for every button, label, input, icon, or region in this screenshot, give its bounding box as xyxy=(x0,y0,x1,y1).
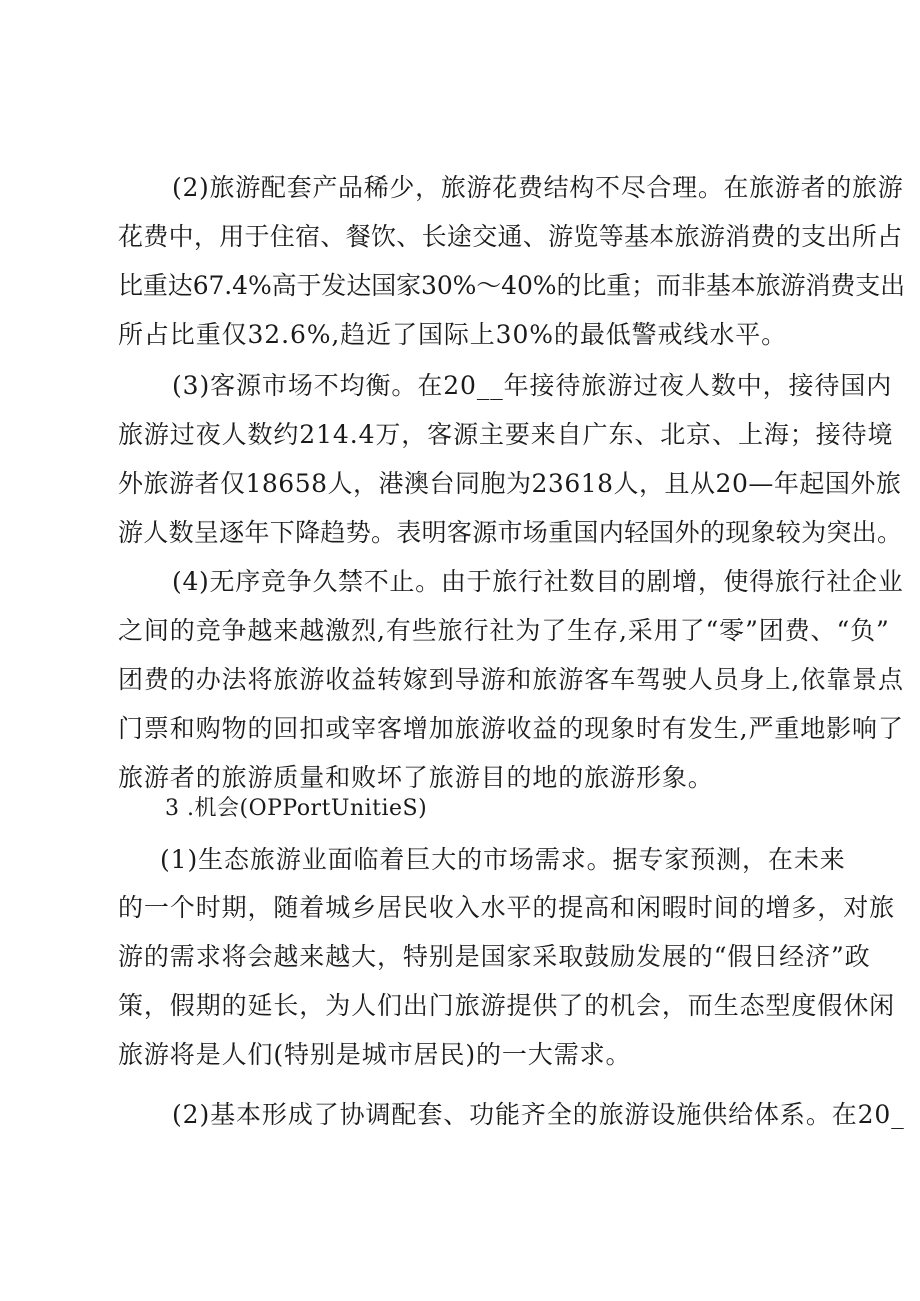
text-line: 游人数呈逐年下降趋势。表明客源市场重国内轻国外的现象较为突出。 xyxy=(118,518,903,547)
text-line: 的一个时期，随着城乡居民收入水平的提高和闲暇时间的增多，对旅 xyxy=(118,893,896,922)
text-line: 比重达67.4%高于发达国家30%～40%的比重；而非基本旅游消费支出 xyxy=(118,271,906,300)
text-line: 旅游将是人们(特别是城市居民)的一大需求。 xyxy=(118,1040,632,1069)
text-line: 外旅游者仅18658人，港澳台同胞为23618人，且从20—年起国外旅 xyxy=(118,469,902,498)
text-line: (2)旅游配套产品稀少，旅游花费结构不尽合理。在旅游者的旅游 xyxy=(172,173,904,202)
text-line: 之间的竞争越来越激烈,有些旅行社为了生存,采用了“零”团费、“负” xyxy=(118,616,890,645)
text-line: 策，假期的延长，为人们出门旅游提供了的机会，而生态型度假休闲 xyxy=(118,991,896,1020)
text-line: 团费的办法将旅游收益转嫁到导游和旅游客车驾驶人员身上,依靠景点 xyxy=(118,665,904,694)
text-line: 游的需求将会越来越大，特别是国家采取鼓励发展的“假日经济”政 xyxy=(118,942,871,971)
text-line: 所占比重仅32.6%,趋近了国际上30%的最低警戒线水平。 xyxy=(118,320,788,349)
section-heading: 3 .机会(OPPortUnitieS) xyxy=(165,796,428,821)
text-line: 旅游过夜人数约214.4万，客源主要来自广东、北京、上海；接待境 xyxy=(118,420,894,449)
text-line: 花费中，用于住宿、餐饮、长途交通、游览等基本旅游消费的支出所占 xyxy=(118,222,903,251)
text-line: 门票和购物的回扣或宰客增加旅游收益的现象时有发生,严重地影响了 xyxy=(118,714,904,743)
text-line: (2)基本形成了协调配套、功能齐全的旅游设施供给体系。在20_ xyxy=(172,1100,905,1129)
text-line: (3)客源市场不均衡。在20__年接待旅游过夜人数中，接待国内 xyxy=(172,371,893,400)
text-line: (4)无序竞争久禁不止。由于旅行社数目的剧增，使得旅行社企业 xyxy=(172,567,904,596)
text-line: 旅游者的旅游质量和败坏了旅游目的地的旅游形象。 xyxy=(118,763,714,792)
text-line: (1)生态旅游业面临着巨大的市场需求。据专家预测，在未来 xyxy=(160,845,846,874)
